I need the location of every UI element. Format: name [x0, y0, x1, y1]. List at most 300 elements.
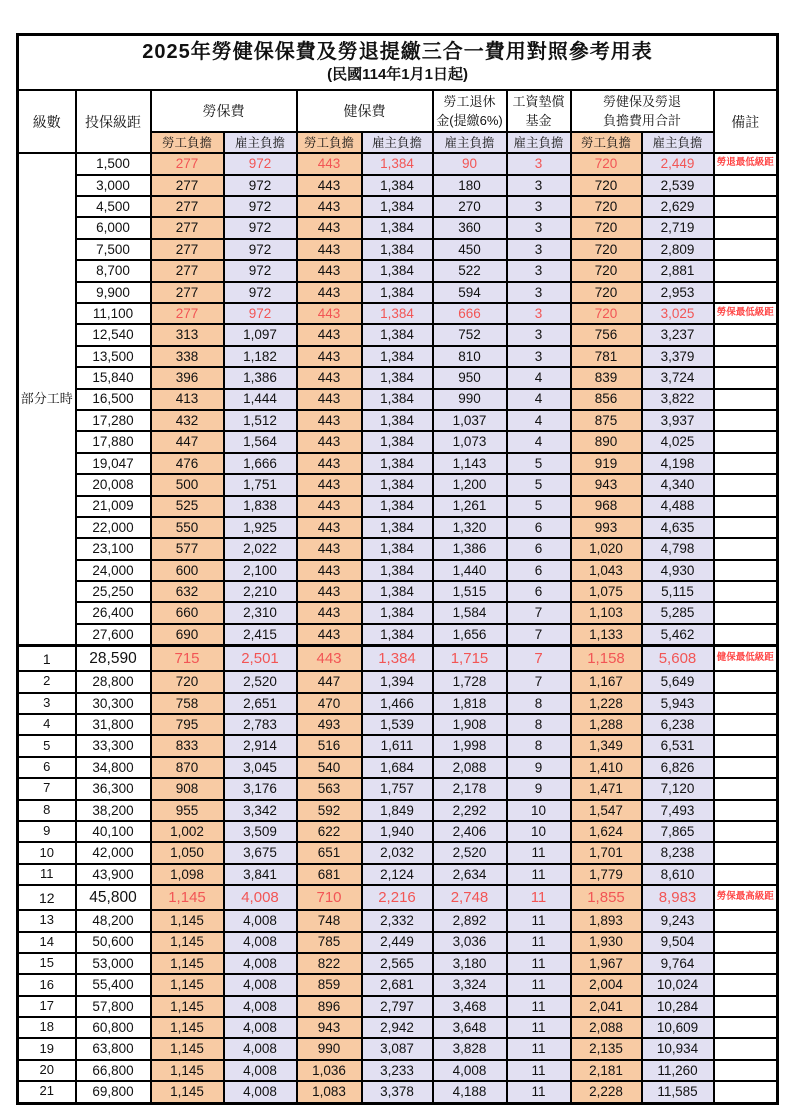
cell-health-ins-employer: 1,466: [362, 693, 433, 714]
cell-total-employee: 1,075: [571, 581, 642, 602]
cell-total-employer: 8,610: [642, 864, 714, 885]
cell-total-employer: 5,115: [642, 581, 714, 602]
cell-health-ins-employer: 2,124: [362, 864, 433, 885]
table-row: [18, 453, 778, 474]
cell-wage-fund-employer: 11: [507, 842, 571, 863]
cell-health-ins-employer: 1,394: [362, 671, 433, 692]
cell-pension-employer: 1,261: [433, 496, 507, 517]
cell-pension-employer: 450: [433, 239, 507, 260]
cell-note: 勞保最低級距: [714, 303, 778, 324]
cell-labor-ins-employer: 1,666: [224, 453, 297, 474]
cell-labor-ins-employee: 1,145: [151, 910, 224, 931]
cell-total-employee: 1,103: [571, 602, 642, 623]
cell-note: [714, 217, 778, 238]
cell-total-employee: 2,041: [571, 996, 642, 1017]
cell-health-ins-employer: 2,332: [362, 910, 433, 931]
cell-total-employer: 5,649: [642, 671, 714, 692]
table-header-section: [18, 35, 778, 154]
cell-total-employee: 1,043: [571, 560, 642, 581]
cell-labor-ins-employer: 4,008: [224, 996, 297, 1017]
col-header-bracket: 投保級距: [76, 90, 151, 153]
table-row: [18, 410, 778, 431]
cell-wage-fund-employer: 6: [507, 560, 571, 581]
cell-wage-fund-employer: 7: [507, 602, 571, 623]
cell-total-employer: 10,284: [642, 996, 714, 1017]
cell-note: [714, 842, 778, 863]
cell-total-employer: 11,585: [642, 1081, 714, 1103]
cell-note: [714, 496, 778, 517]
cell-bracket: 63,800: [76, 1038, 151, 1059]
title-cell: [18, 35, 778, 91]
cell-labor-ins-employee: 870: [151, 757, 224, 778]
cell-labor-ins-employer: 2,520: [224, 671, 297, 692]
cell-health-ins-employer: 1,384: [362, 346, 433, 367]
cell-health-ins-employee: 443: [297, 581, 362, 602]
cell-pension-employer: 1,515: [433, 581, 507, 602]
cell-health-ins-employer: 2,797: [362, 996, 433, 1017]
cell-level: 2: [18, 671, 76, 692]
cell-labor-ins-employee: 577: [151, 538, 224, 559]
cell-level: 7: [18, 778, 76, 799]
cell-total-employee: 781: [571, 346, 642, 367]
cell-total-employee: 856: [571, 389, 642, 410]
cell-labor-ins-employer: 1,182: [224, 346, 297, 367]
cell-health-ins-employee: 493: [297, 714, 362, 735]
cell-labor-ins-employee: 432: [151, 410, 224, 431]
cell-health-ins-employee: 443: [297, 496, 362, 517]
table-row: [18, 260, 778, 281]
cell-health-ins-employer: 1,849: [362, 800, 433, 821]
cell-wage-fund-employer: 3: [507, 346, 571, 367]
cell-note: [714, 282, 778, 303]
cell-labor-ins-employer: 972: [224, 153, 297, 174]
cell-pension-employer: 2,178: [433, 778, 507, 799]
cell-labor-ins-employer: 3,675: [224, 842, 297, 863]
cell-pension-employer: 1,584: [433, 602, 507, 623]
cell-bracket: 33,300: [76, 735, 151, 756]
table-row: [18, 910, 778, 931]
cell-total-employee: 993: [571, 517, 642, 538]
cell-labor-ins-employer: 4,008: [224, 910, 297, 931]
cell-wage-fund-employer: 6: [507, 581, 571, 602]
cell-labor-ins-employer: 972: [224, 260, 297, 281]
cell-labor-ins-employer: 2,100: [224, 560, 297, 581]
cell-pension-employer: 2,088: [433, 757, 507, 778]
cell-note: [714, 714, 778, 735]
cell-health-ins-employee: 443: [297, 324, 362, 345]
cell-wage-fund-employer: 11: [507, 953, 571, 974]
table-row: [18, 346, 778, 367]
cell-note: [714, 864, 778, 885]
table-body: [18, 153, 778, 1103]
cell-total-employer: 5,943: [642, 693, 714, 714]
subheader-pension-employer: 雇主負擔: [433, 132, 507, 153]
cell-pension-employer: 1,143: [433, 453, 507, 474]
cell-bracket: 4,500: [76, 196, 151, 217]
cell-wage-fund-employer: 4: [507, 410, 571, 431]
cell-health-ins-employee: 443: [297, 602, 362, 623]
cell-pension-employer: 90: [433, 153, 507, 174]
cell-level: 8: [18, 800, 76, 821]
cell-bracket: 25,250: [76, 581, 151, 602]
table-row: [18, 864, 778, 885]
cell-total-employer: 8,983: [642, 885, 714, 910]
cell-total-employer: 2,629: [642, 196, 714, 217]
cell-wage-fund-employer: 8: [507, 693, 571, 714]
cell-health-ins-employee: 443: [297, 410, 362, 431]
cell-labor-ins-employee: 1,145: [151, 1038, 224, 1059]
cell-wage-fund-employer: 11: [507, 932, 571, 953]
cell-labor-ins-employer: 4,008: [224, 953, 297, 974]
col-header-labor-insurance: 勞保費: [151, 90, 297, 132]
cell-labor-ins-employee: 313: [151, 324, 224, 345]
cell-bracket: 19,047: [76, 453, 151, 474]
cell-note: [714, 821, 778, 842]
cell-bracket: 9,900: [76, 282, 151, 303]
cell-level: 4: [18, 714, 76, 735]
header-row-groups: [18, 90, 778, 132]
cell-pension-employer: 1,037: [433, 410, 507, 431]
cell-labor-ins-employer: 1,838: [224, 496, 297, 517]
cell-bracket: 28,590: [76, 646, 151, 672]
cell-level: 6: [18, 757, 76, 778]
table-row: [18, 431, 778, 452]
cell-health-ins-employer: 1,757: [362, 778, 433, 799]
cell-health-ins-employer: 1,384: [362, 496, 433, 517]
cell-labor-ins-employer: 4,008: [224, 974, 297, 995]
cell-total-employee: 720: [571, 260, 642, 281]
cell-labor-ins-employee: 1,002: [151, 821, 224, 842]
cell-health-ins-employee: 943: [297, 1017, 362, 1038]
cell-pension-employer: 4,008: [433, 1060, 507, 1081]
cell-labor-ins-employer: 2,022: [224, 538, 297, 559]
cell-wage-fund-employer: 7: [507, 671, 571, 692]
cell-pension-employer: 2,292: [433, 800, 507, 821]
cell-total-employer: 4,488: [642, 496, 714, 517]
cell-pension-employer: 594: [433, 282, 507, 303]
cell-note: [714, 1017, 778, 1038]
cell-pension-employer: 1,073: [433, 431, 507, 452]
cell-labor-ins-employer: 1,512: [224, 410, 297, 431]
cell-note: [714, 196, 778, 217]
page-subtitle: (民國114年1月1日起): [327, 66, 468, 83]
cell-labor-ins-employee: 550: [151, 517, 224, 538]
cell-labor-ins-employee: 413: [151, 389, 224, 410]
cell-health-ins-employer: 1,384: [362, 581, 433, 602]
cell-total-employer: 2,881: [642, 260, 714, 281]
cell-labor-ins-employer: 2,501: [224, 646, 297, 672]
premium-comparison-table: [16, 33, 779, 1105]
cell-wage-fund-employer: 6: [507, 517, 571, 538]
cell-health-ins-employer: 1,384: [362, 153, 433, 174]
cell-pension-employer: 2,748: [433, 885, 507, 910]
cell-health-ins-employee: 785: [297, 932, 362, 953]
cell-labor-ins-employer: 972: [224, 303, 297, 324]
cell-total-employee: 2,181: [571, 1060, 642, 1081]
cell-health-ins-employee: 443: [297, 453, 362, 474]
cell-health-ins-employee: 710: [297, 885, 362, 910]
table-row: [18, 303, 778, 324]
cell-bracket: 8,700: [76, 260, 151, 281]
cell-health-ins-employee: 1,036: [297, 1060, 362, 1081]
cell-wage-fund-employer: 4: [507, 389, 571, 410]
table-row: [18, 693, 778, 714]
table-row: [18, 324, 778, 345]
cell-health-ins-employee: 443: [297, 239, 362, 260]
table-row: [18, 778, 778, 799]
cell-total-employer: 11,260: [642, 1060, 714, 1081]
cell-level: 15: [18, 953, 76, 974]
cell-labor-ins-employer: 2,914: [224, 735, 297, 756]
cell-note: [714, 175, 778, 196]
cell-labor-ins-employee: 277: [151, 260, 224, 281]
cell-health-ins-employer: 1,611: [362, 735, 433, 756]
cell-bracket: 15,840: [76, 367, 151, 388]
cell-labor-ins-employee: 396: [151, 367, 224, 388]
title-row: [18, 35, 778, 91]
cell-bracket: 13,500: [76, 346, 151, 367]
cell-health-ins-employee: 443: [297, 217, 362, 238]
cell-note: [714, 431, 778, 452]
cell-wage-fund-employer: 10: [507, 800, 571, 821]
cell-total-employee: 890: [571, 431, 642, 452]
cell-bracket: 50,600: [76, 932, 151, 953]
cell-bracket: 30,300: [76, 693, 151, 714]
cell-health-ins-employee: 443: [297, 196, 362, 217]
cell-wage-fund-employer: 6: [507, 538, 571, 559]
cell-total-employee: 1,967: [571, 953, 642, 974]
cell-bracket: 16,500: [76, 389, 151, 410]
cell-note: 勞保最高級距: [714, 885, 778, 910]
cell-pension-employer: 180: [433, 175, 507, 196]
cell-pension-employer: 1,200: [433, 474, 507, 495]
cell-total-employee: 1,893: [571, 910, 642, 931]
cell-labor-ins-employee: 277: [151, 196, 224, 217]
cell-labor-ins-employer: 1,564: [224, 431, 297, 452]
table-row: [18, 885, 778, 910]
subheader-health-employee: 勞工負擔: [297, 132, 362, 153]
cell-labor-ins-employer: 4,008: [224, 1060, 297, 1081]
cell-note: [714, 1081, 778, 1103]
cell-pension-employer: 3,180: [433, 953, 507, 974]
cell-health-ins-employer: 1,384: [362, 560, 433, 581]
cell-pension-employer: 1,998: [433, 735, 507, 756]
cell-bracket: 22,000: [76, 517, 151, 538]
cell-pension-employer: 950: [433, 367, 507, 388]
cell-total-employee: 1,855: [571, 885, 642, 910]
cell-health-ins-employee: 443: [297, 474, 362, 495]
cell-pension-employer: 3,648: [433, 1017, 507, 1038]
cell-wage-fund-employer: 11: [507, 885, 571, 910]
cell-health-ins-employee: 516: [297, 735, 362, 756]
cell-total-employee: 1,288: [571, 714, 642, 735]
cell-bracket: 42,000: [76, 842, 151, 863]
cell-health-ins-employer: 1,940: [362, 821, 433, 842]
cell-level: 16: [18, 974, 76, 995]
cell-health-ins-employer: 1,384: [362, 474, 433, 495]
table-row: [18, 153, 778, 174]
cell-total-employee: 2,004: [571, 974, 642, 995]
table-row: [18, 842, 778, 863]
subheader-labor-employer: 雇主負擔: [224, 132, 297, 153]
cell-bracket: 60,800: [76, 1017, 151, 1038]
table-row: [18, 821, 778, 842]
page-title: 2025年勞健保保費及勞退提繳三合一費用對照參考用表: [142, 41, 653, 63]
cell-health-ins-employer: 1,384: [362, 410, 433, 431]
cell-health-ins-employer: 1,384: [362, 239, 433, 260]
cell-labor-ins-employer: 4,008: [224, 932, 297, 953]
cell-total-employee: 2,088: [571, 1017, 642, 1038]
cell-bracket: 28,800: [76, 671, 151, 692]
cell-labor-ins-employee: 1,145: [151, 1060, 224, 1081]
cell-health-ins-employee: 681: [297, 864, 362, 885]
cell-labor-ins-employee: 660: [151, 602, 224, 623]
cell-health-ins-employee: 896: [297, 996, 362, 1017]
cell-bracket: 43,900: [76, 864, 151, 885]
cell-total-employer: 4,635: [642, 517, 714, 538]
cell-health-ins-employer: 1,384: [362, 217, 433, 238]
cell-bracket: 40,100: [76, 821, 151, 842]
cell-wage-fund-employer: 3: [507, 196, 571, 217]
table-row: [18, 217, 778, 238]
cell-labor-ins-employer: 972: [224, 217, 297, 238]
cell-labor-ins-employee: 715: [151, 646, 224, 672]
cell-labor-ins-employer: 2,651: [224, 693, 297, 714]
cell-bracket: 45,800: [76, 885, 151, 910]
cell-wage-fund-employer: 7: [507, 624, 571, 646]
cell-level: 9: [18, 821, 76, 842]
cell-note: [714, 910, 778, 931]
cell-note: 勞退最低級距: [714, 153, 778, 174]
cell-health-ins-employee: 1,083: [297, 1081, 362, 1103]
cell-note: [714, 453, 778, 474]
cell-wage-fund-employer: 11: [507, 864, 571, 885]
cell-bracket: 12,540: [76, 324, 151, 345]
cell-health-ins-employer: 1,384: [362, 602, 433, 623]
cell-total-employer: 2,539: [642, 175, 714, 196]
cell-wage-fund-employer: 8: [507, 714, 571, 735]
cell-total-employee: 720: [571, 175, 642, 196]
cell-health-ins-employer: 1,384: [362, 175, 433, 196]
cell-labor-ins-employee: 690: [151, 624, 224, 646]
cell-wage-fund-employer: 3: [507, 303, 571, 324]
cell-total-employee: 875: [571, 410, 642, 431]
table-row: [18, 932, 778, 953]
cell-bracket: 11,100: [76, 303, 151, 324]
cell-labor-ins-employee: 1,050: [151, 842, 224, 863]
cell-labor-ins-employee: 1,145: [151, 974, 224, 995]
cell-total-employer: 3,822: [642, 389, 714, 410]
cell-health-ins-employee: 822: [297, 953, 362, 974]
cell-labor-ins-employee: 447: [151, 431, 224, 452]
cell-labor-ins-employer: 4,008: [224, 1017, 297, 1038]
cell-health-ins-employer: 1,384: [362, 260, 433, 281]
cell-labor-ins-employee: 525: [151, 496, 224, 517]
table-row: [18, 175, 778, 196]
cell-labor-ins-employee: 908: [151, 778, 224, 799]
cell-health-ins-employee: 443: [297, 153, 362, 174]
cell-total-employer: 5,462: [642, 624, 714, 646]
cell-total-employer: 2,809: [642, 239, 714, 260]
cell-pension-employer: 522: [433, 260, 507, 281]
cell-total-employer: 2,449: [642, 153, 714, 174]
cell-wage-fund-employer: 11: [507, 1017, 571, 1038]
cell-labor-ins-employer: 3,509: [224, 821, 297, 842]
cell-level: 17: [18, 996, 76, 1017]
cell-health-ins-employer: 1,384: [362, 517, 433, 538]
cell-labor-ins-employee: 277: [151, 217, 224, 238]
cell-wage-fund-employer: 4: [507, 431, 571, 452]
cell-bracket: 55,400: [76, 974, 151, 995]
cell-health-ins-employee: 563: [297, 778, 362, 799]
cell-note: [714, 932, 778, 953]
cell-wage-fund-employer: 11: [507, 1060, 571, 1081]
table-row: [18, 624, 778, 646]
cell-health-ins-employee: 540: [297, 757, 362, 778]
cell-health-ins-employee: 470: [297, 693, 362, 714]
cell-pension-employer: 1,715: [433, 646, 507, 672]
cell-bracket: 57,800: [76, 996, 151, 1017]
cell-labor-ins-employee: 476: [151, 453, 224, 474]
cell-health-ins-employer: 1,384: [362, 282, 433, 303]
cell-labor-ins-employee: 277: [151, 303, 224, 324]
cell-labor-ins-employee: 1,145: [151, 932, 224, 953]
subheader-total-employee: 勞工負擔: [571, 132, 642, 153]
cell-pension-employer: 2,892: [433, 910, 507, 931]
cell-wage-fund-employer: 8: [507, 735, 571, 756]
cell-pension-employer: 752: [433, 324, 507, 345]
col-header-level: 級數: [18, 90, 76, 153]
cell-total-employee: 1,020: [571, 538, 642, 559]
cell-level: 13: [18, 910, 76, 931]
cell-total-employee: 1,624: [571, 821, 642, 842]
cell-labor-ins-employer: 3,045: [224, 757, 297, 778]
cell-level: 1: [18, 646, 76, 672]
cell-wage-fund-employer: 11: [507, 1038, 571, 1059]
cell-total-employer: 2,719: [642, 217, 714, 238]
table-row: [18, 389, 778, 410]
table-row: [18, 671, 778, 692]
col-header-pension: 勞工退休 金(提繳6%): [433, 90, 507, 132]
cell-total-employer: 9,504: [642, 932, 714, 953]
cell-labor-ins-employer: 2,210: [224, 581, 297, 602]
cell-labor-ins-employee: 1,145: [151, 1017, 224, 1038]
cell-total-employer: 3,237: [642, 324, 714, 345]
cell-health-ins-employer: 2,681: [362, 974, 433, 995]
col-header-wage-fund: 工資墊償 基金: [507, 90, 571, 132]
cell-health-ins-employer: 2,449: [362, 932, 433, 953]
cell-note: [714, 367, 778, 388]
table-row: [18, 282, 778, 303]
table-row: [18, 1017, 778, 1038]
cell-note: [714, 800, 778, 821]
cell-labor-ins-employee: 600: [151, 560, 224, 581]
cell-bracket: 69,800: [76, 1081, 151, 1103]
cell-total-employer: 3,724: [642, 367, 714, 388]
cell-health-ins-employee: 443: [297, 431, 362, 452]
cell-note: [714, 474, 778, 495]
cell-total-employee: 2,135: [571, 1038, 642, 1059]
cell-total-employee: 839: [571, 367, 642, 388]
cell-level: 3: [18, 693, 76, 714]
cell-total-employer: 6,238: [642, 714, 714, 735]
cell-total-employee: 1,471: [571, 778, 642, 799]
cell-pension-employer: 3,036: [433, 932, 507, 953]
cell-note: [714, 581, 778, 602]
cell-labor-ins-employer: 1,097: [224, 324, 297, 345]
cell-bracket: 66,800: [76, 1060, 151, 1081]
cell-bracket: 20,008: [76, 474, 151, 495]
